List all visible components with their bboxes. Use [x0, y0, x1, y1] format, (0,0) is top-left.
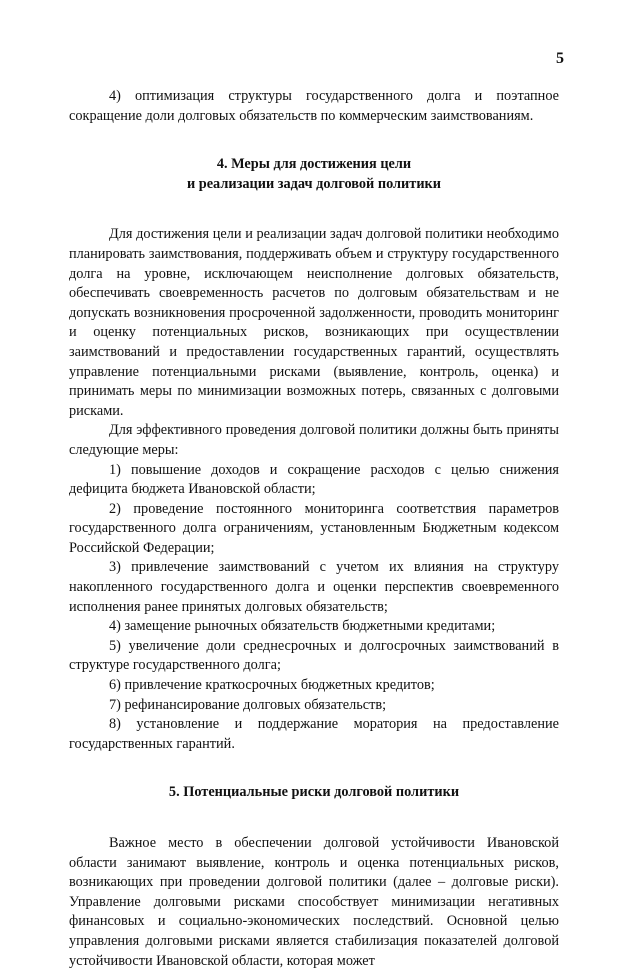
measure-item: 3) привлечение заимствований с учетом их влияния на структуру накопленного государственного долга и оценки перспектив своевременного исполнения ранее принятых долговых обязательств; — [69, 559, 559, 615]
section4-paragraph: Для эффективного проведения долговой политики должны быть приняты следующие меры: — [69, 422, 559, 458]
page-number: 5 — [556, 50, 564, 67]
section4-title-line1: 4. Меры для достижения цели — [216, 156, 412, 173]
document-body — [69, 87, 559, 971]
measure-item: 8) установление и поддержание моратория на предоставление государственных гарантий. — [69, 716, 559, 752]
section4-paragraph: Для достижения цели и реализации задач долговой политики необходимо планировать заимствования, поддерживать объем и структуру государственного долга на уровне, исключающем неисполнение долговых обязательств, обеспечивать своевременность расчетов по долговым обязательствам и не допускать возникновения просроченной задолженности, проводить мониторинг и оценку потенциальных рисков, возникающих при осуществлении заимствований и предоставлении государственных гарантий, осуществлять управление потенциальными рисками (выявление, контроль, оценка) и принимать меры по минимизации возможных потерь, связанных с долговыми рисками. — [69, 226, 559, 419]
measure-item: 2) проведение постоянного мониторинга соответствия параметров государственного долга ограничениям, установленным Бюджетным кодексом Российской Федерации; — [69, 500, 559, 556]
section5-title: 5. Потенциальные риски долговой политики — [168, 784, 460, 801]
measure-item: 6) привлечение краткосрочных бюджетных кредитов; — [109, 677, 435, 694]
intro-item: 4) оптимизация структуры государственного долга и поэтапное сокращение доли долговых обязательств по коммерческим заимствованиям. — [69, 88, 559, 124]
measure-item: 1) повышение доходов и сокращение расходов с целью снижения дефицита бюджета Ивановской области; — [69, 461, 559, 498]
measure-item: 7) рефинансирование долговых обязательств; — [109, 696, 387, 713]
section5-paragraph: Важное место в обеспечении долговой устойчивости Ивановской области занимают выявление, контроль и оценка потенциальных рисков, возникающих при проведении долговой политики (далее – долговые риски). Управление долговыми рисками способствует минимизации негативных финансовых и социально-экономических последствий. Основной целью управления долговыми рисками является стабилизация показателей долговой устойчивости Ивановской области, которая может — [69, 835, 559, 969]
section4-title — [69, 155, 559, 194]
section4-title-line2: и реализации задач долговой политики — [186, 175, 442, 192]
measure-item: 4) замещение рыночных обязательств бюджетными кредитами; — [109, 618, 496, 635]
measure-item: 5) увеличение доли среднесрочных и долгосрочных заимствований в структуре государственного долга; — [69, 637, 559, 674]
